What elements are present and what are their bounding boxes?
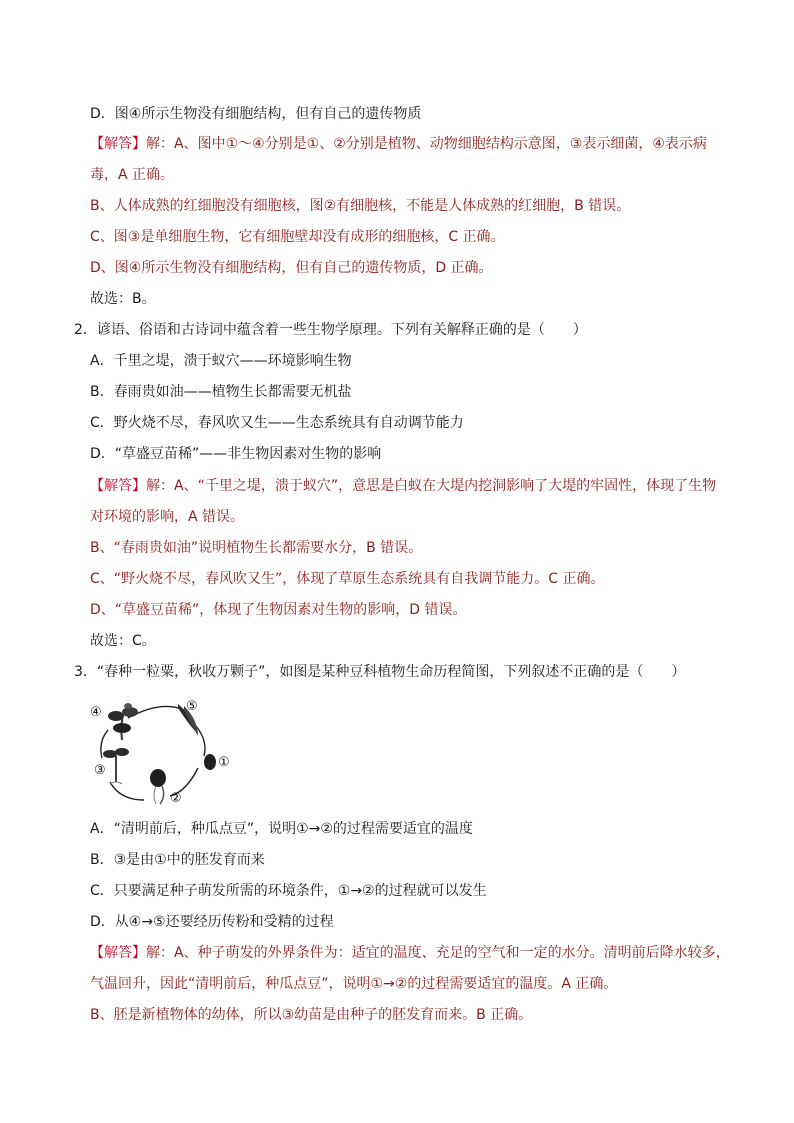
q3-answer-line1 <box>90 943 730 963</box>
germinating-seed-icon <box>150 769 166 804</box>
q2-answer-line1 <box>90 476 716 496</box>
answer-tag: 【解答】 <box>90 478 146 494</box>
q2-answer-c: C、“野火烧不尽，春风吹又生”，体现了草原生态系统具有自我调节能力。C 正确。 <box>90 571 605 587</box>
q3-option-d: D．从④→⑤还要经历传粉和受精的过程 <box>90 914 334 930</box>
q2-choice: 故选：C。 <box>90 633 156 649</box>
q2-answer-line2: 对环境的影响，A 错误。 <box>90 509 245 525</box>
q2-option-c: C．野火烧不尽，春风吹又生——生态系统具有自动调节能力 <box>90 415 464 431</box>
q3-answer-b: B、胚是新植物体的幼体，所以③幼苗是由种子的胚发育而来。B 正确。 <box>90 1007 533 1023</box>
cycle-arrow-bottom-left <box>110 782 144 800</box>
q1-answer-b: B、人体成熟的红细胞没有细胞核，图②有细胞核，不能是人体成熟的红细胞，B 错误。 <box>90 198 631 214</box>
answer-text: 解：A、图中①～④分别是①、②分别是植物、动物细胞结构示意图，③表示细菌，④表示病 <box>146 136 707 152</box>
answer-tag: 【解答】 <box>90 136 146 152</box>
label-1: ① <box>218 755 230 770</box>
q1-answer-c: C、图③是单细胞生物，它有细胞壁却没有成形的细胞核，C 正确。 <box>90 229 505 245</box>
seed-icon <box>204 754 216 770</box>
label-4: ④ <box>90 705 102 720</box>
q3-option-c: C．只要满足种子萌发所需的环境条件，①→②的过程就可以发生 <box>90 883 487 899</box>
answer-text: 解：A、“千里之堤，溃于蚁穴”，意思是白蚁在大堤内挖洞影响了大堤的牢固性，体现了生物 <box>146 478 717 494</box>
plant-life-cycle-figure <box>86 696 236 808</box>
q3-stem: 3．“春种一粒粟，秋收万颗子”，如图是某种豆科植物生命历程简图，下列叙述不正确的是（ ） <box>74 664 686 680</box>
q3-option-a: A．“清明前后，种瓜点豆”，说明①→②的过程需要适宜的温度 <box>90 821 473 837</box>
q3-option-b: B．③是由①中的胚发育而来 <box>90 852 265 868</box>
label-2: ② <box>170 791 182 806</box>
q1-option-d: D．图④所示生物没有细胞结构，但有自己的遗传物质 <box>90 106 422 122</box>
q2-answer-d: D、“草盛豆苗稀”，体现了生物因素对生物的影响，D 错误。 <box>90 602 467 618</box>
q2-option-b: B．春雨贵如油——植物生长都需要无机盐 <box>90 384 352 400</box>
label-5: ⑤ <box>186 699 198 714</box>
flowering-plant-icon <box>108 703 138 740</box>
answer-tag: 【解答】 <box>90 945 146 961</box>
q2-option-a: A．千里之堤，溃于蚁穴——环境影响生物 <box>90 353 352 369</box>
q2-stem: 2．谚语、俗语和古诗词中蕴含着一些生物学原理。下列有关解释正确的是（ ） <box>74 322 587 338</box>
q1-answer-line1 <box>90 134 707 154</box>
q1-answer-line2: 毒，A 正确。 <box>90 167 175 183</box>
label-3: ③ <box>94 763 106 778</box>
seedling-icon <box>103 748 129 784</box>
q1-answer-d: D、图④所示生物没有细胞结构，但有自己的遗传物质，D 正确。 <box>90 260 493 276</box>
q2-option-d: D．“草盛豆苗稀”——非生物因素对生物的影响 <box>90 446 382 462</box>
q3-answer-line2: 气温回升，因此“清明前后，种瓜点豆”，说明①→②的过程需要适宜的温度。A 正确。 <box>90 976 618 992</box>
answer-text: 解：A、种子萌发的外界条件为：适宜的温度、充足的空气和一定的水分。清明前后降水较多， <box>146 945 730 961</box>
q2-answer-b: B、“春雨贵如油”说明植物生长都需要水分，B 错误。 <box>90 540 423 556</box>
q1-choice: 故选：B。 <box>90 291 156 307</box>
